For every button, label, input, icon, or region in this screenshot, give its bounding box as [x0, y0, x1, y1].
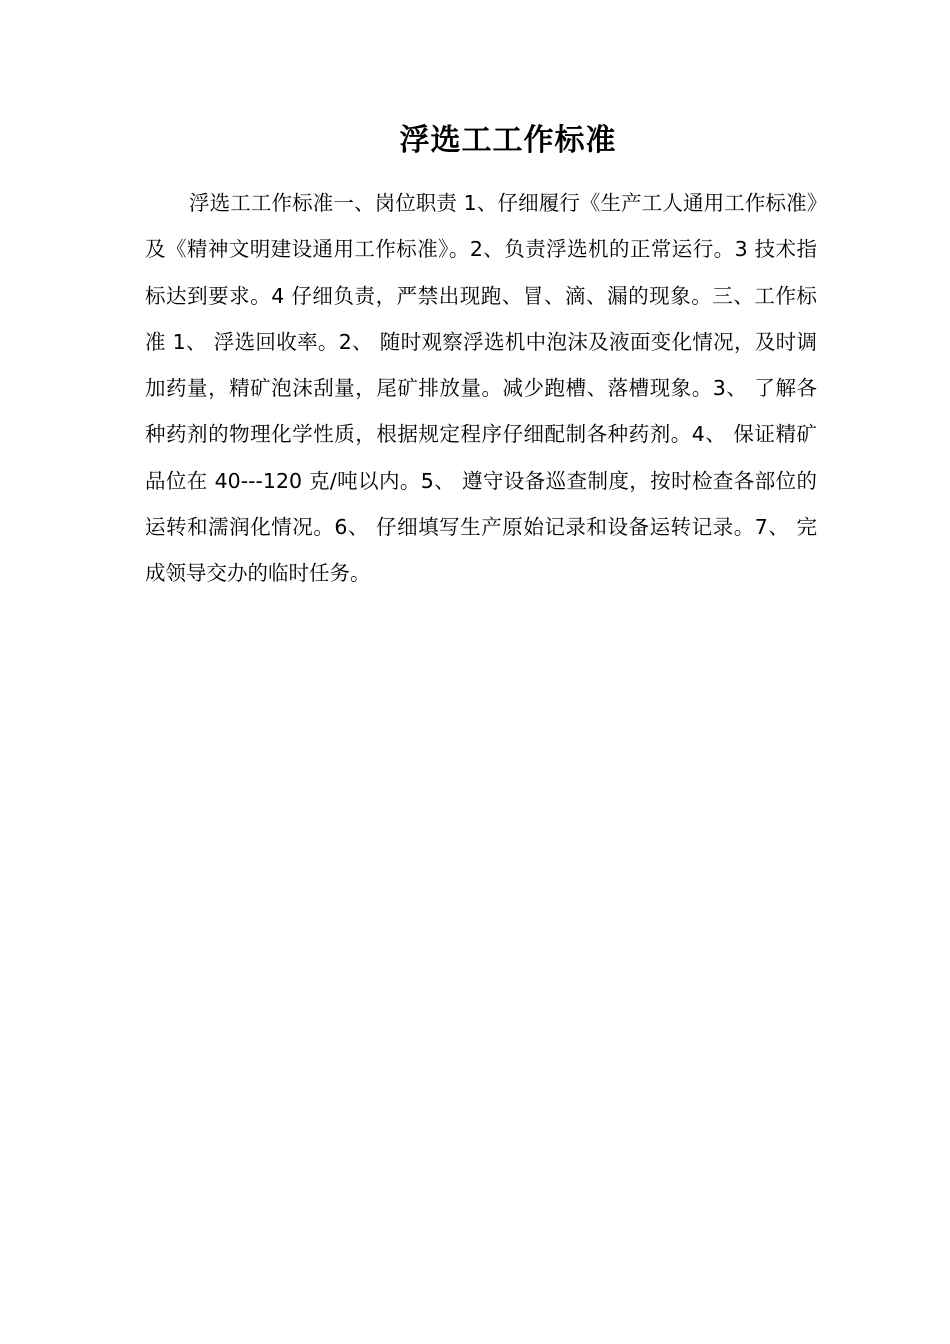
document-title: 浮选工工作标准	[399, 123, 617, 158]
document-body-paragraph: 浮选工工作标准一、岗位职责 1、仔细履行《生产工人通用工作标准》及《精神文明建设通用工作标准》。2、负责浮选机的正常运行。3 技术指标达到要求。4 仔细负责，严禁出现跑、冒、滴、漏的现象。三、工作标准 1、 浮选回收率。2、 随时观察浮选机中泡沫及液面变化情况，及时调加药量，精矿泡沫刮量，尾矿排放量。减少跑槽、落槽现象。3、 了解各种药剂的物理化学性质，根据规定程序仔细配制各种药剂。4、 保证精矿品位在 40---120 克/吨以内。5、 遵守设备巡查制度，按时检查各部位的运转和濡润化情况。6、 仔细填写生产原始记录和设备运转记录。7、 完成领导交办的临时任务。	[145, 191, 817, 586]
